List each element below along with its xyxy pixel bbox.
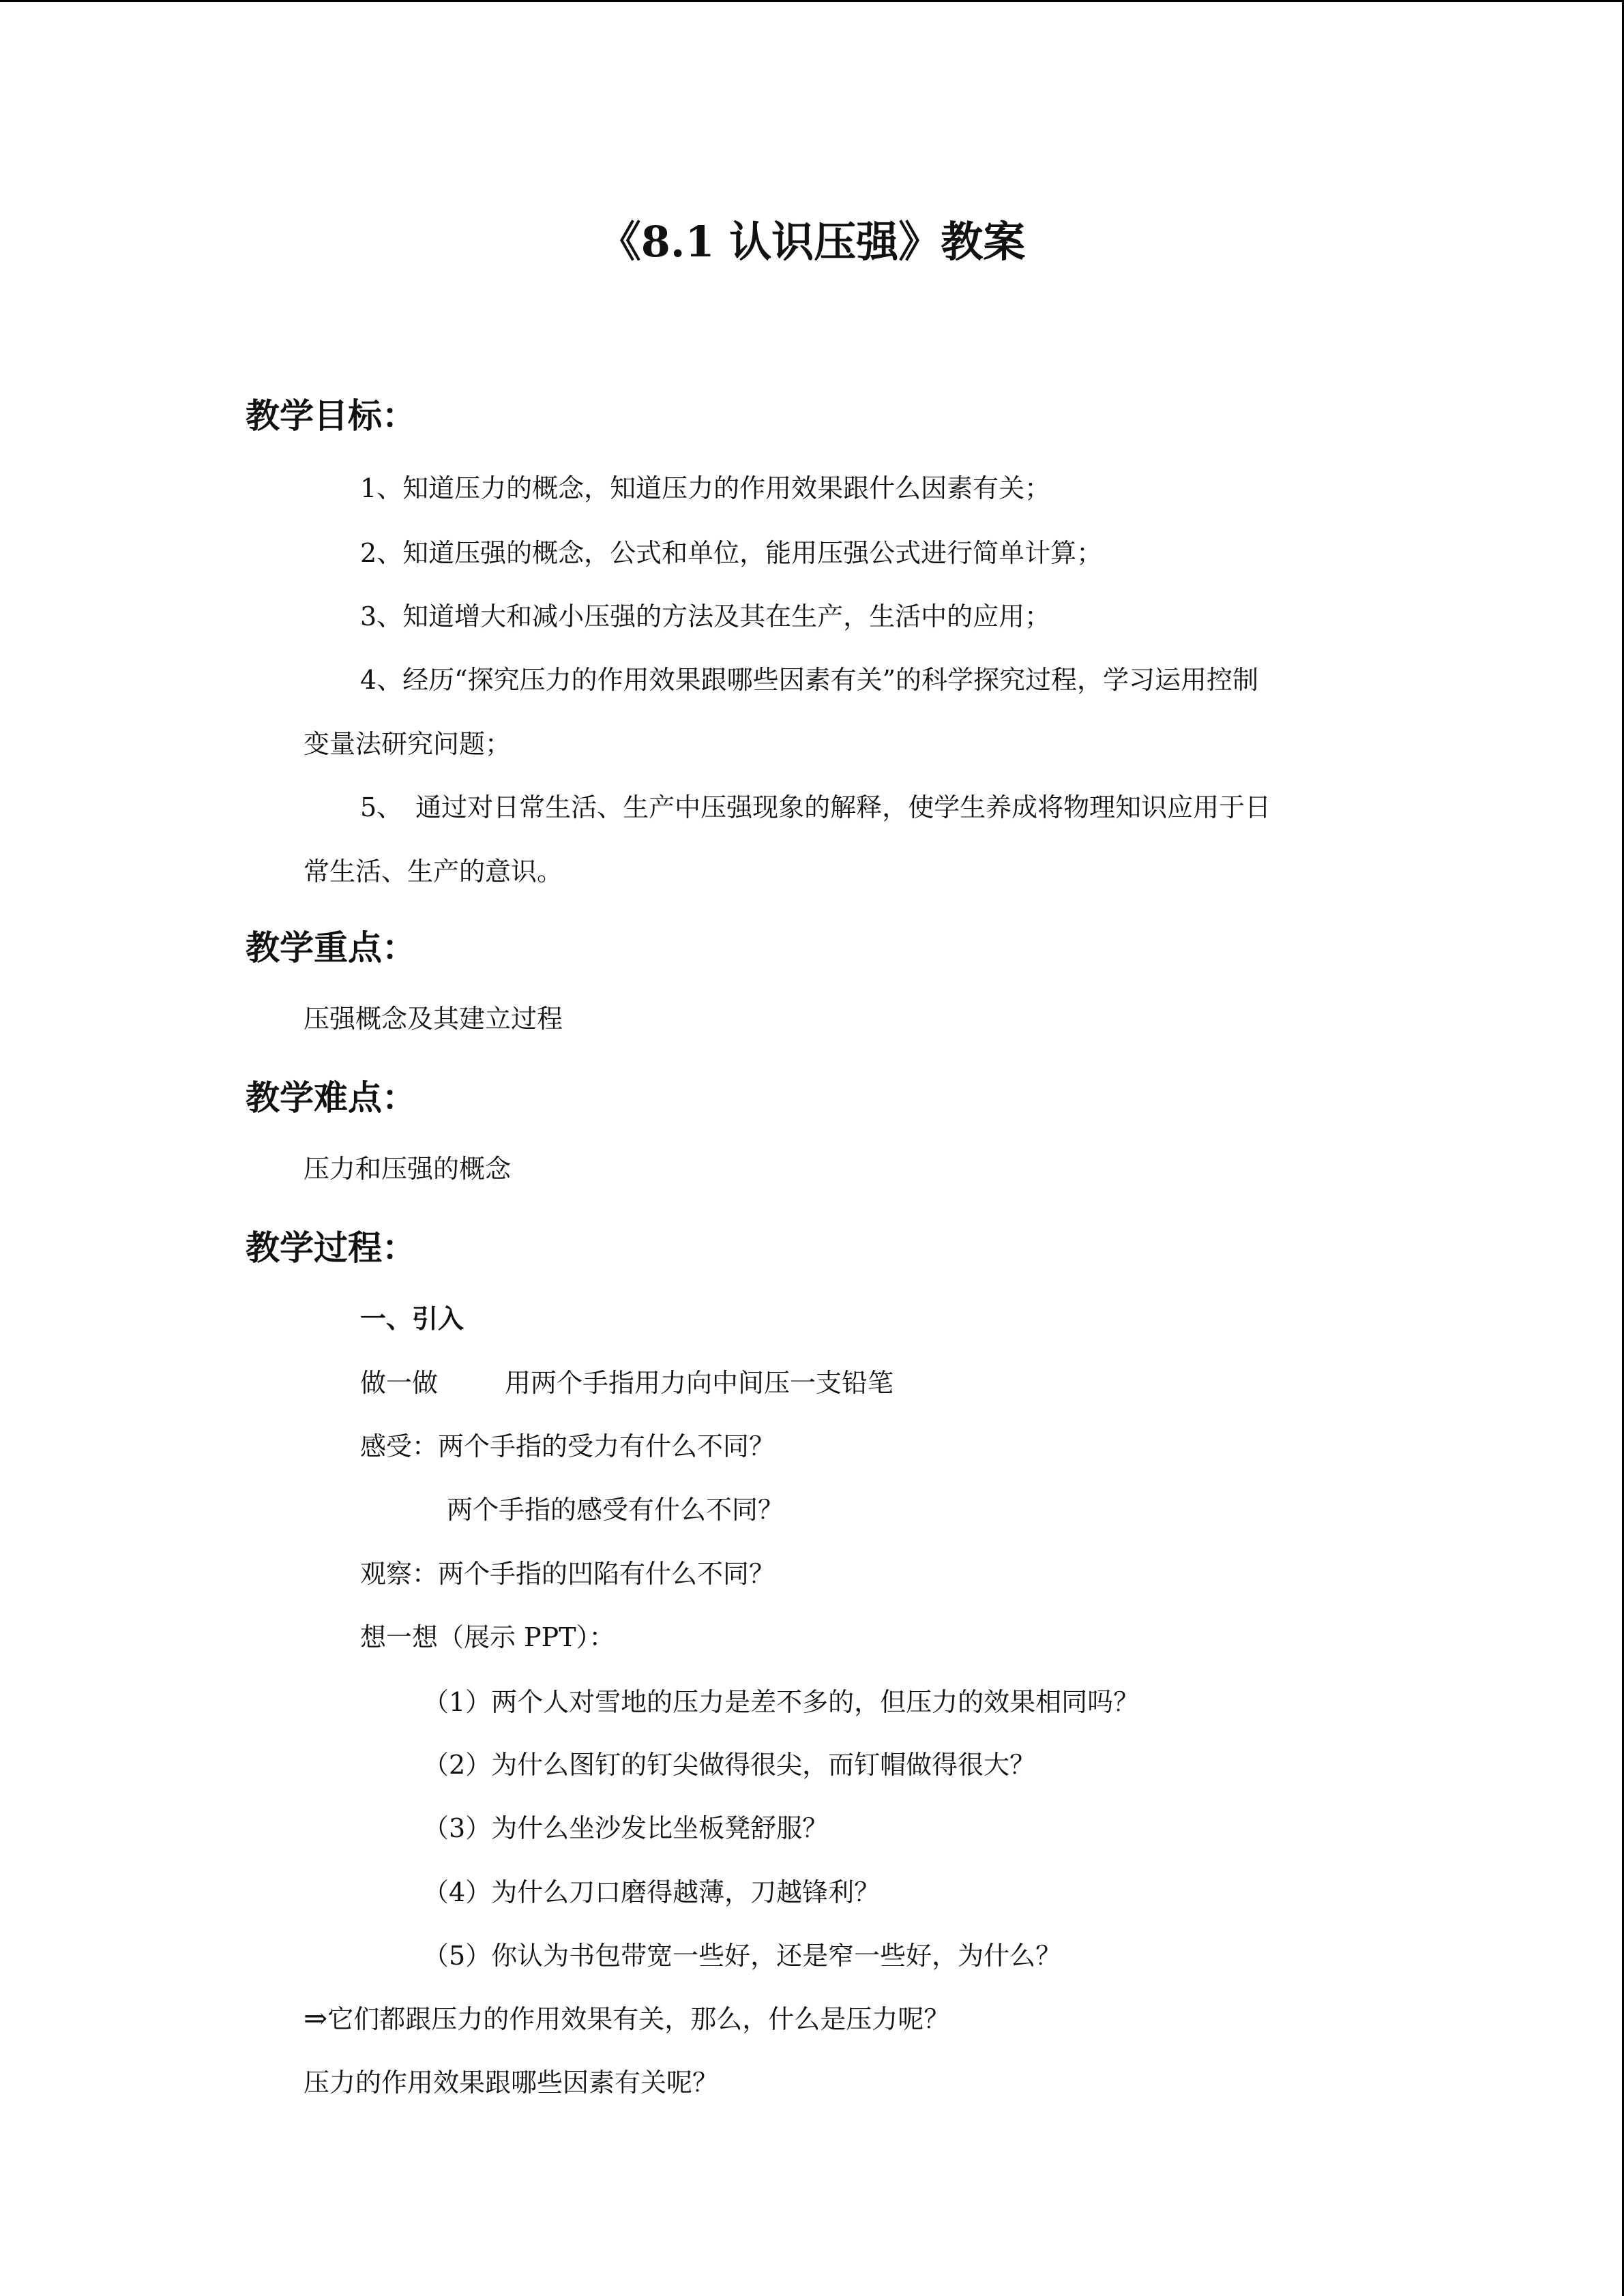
top-border-rule [0,0,1624,2]
process-intro: 一、引入 [360,1304,464,1334]
think-line: 想一想（展示 PPT）： [360,1622,615,1652]
heading-objectives: 教学目标： [246,396,416,436]
feel-line-2: 两个手指的感受有什么不同？ [447,1495,784,1525]
objective-item-3: 3、知道增大和减小压强的方法及其在生产，生活中的应用； [360,601,1051,631]
question-1: （1）两个人对雪地的压力是差不多的，但压力的效果相同吗？ [423,1687,1140,1717]
question-3: （3）为什么坐沙发比坐板凳舒服？ [423,1813,829,1843]
objective-item-1: 1、知道压力的概念，知道压力的作用效果跟什么因素有关； [360,473,1051,503]
objective-item-2: 2、知道压强的概念，公式和单位，能用压强公式进行简单计算； [360,538,1103,568]
conclusion-text-1: 它们都跟压力的作用效果有关，那么，什么是压力呢？ [327,2004,950,2034]
objective-item-5: 5、 通过对日常生活、生产中压强现象的解释，使学生养成将物理知识应用于日 [360,792,1271,822]
difficulties-text: 压力和压强的概念 [304,1154,512,1184]
question-2: （2）为什么图钉的钉尖做得很尖，而钉帽做得很大？ [423,1750,1036,1780]
conclusion-line-2: 压力的作用效果跟哪些因素有关呢？ [304,2068,719,2098]
question-4: （4）为什么刀口磨得越薄，刀越锋利？ [423,1877,881,1907]
do-label: 做一做 [360,1368,439,1398]
objective-item-4-cont: 变量法研究问题； [304,729,512,759]
feel-line-1: 感受：两个手指的受力有什么不同？ [360,1431,776,1461]
implies-arrow-icon: ⇒ [304,2001,328,2035]
heading-process: 教学过程： [246,1228,416,1268]
heading-key-points: 教学重点： [246,928,416,968]
document-title: 《8.1 认识压强》教案 [598,217,1026,267]
question-5: （5）你认为书包带宽一些好，还是窄一些好，为什么？ [423,1941,1062,1971]
objective-item-4: 4、经历“探究压力的作用效果跟哪些因素有关”的科学探究过程，学习运用控制 [360,665,1259,695]
objective-item-5-cont: 常生活、生产的意识。 [304,856,563,886]
observe-line: 观察：两个手指的凹陷有什么不同？ [360,1559,776,1589]
key-points-text: 压强概念及其建立过程 [304,1004,563,1034]
do-text: 用两个手指用力向中间压一支铅笔 [505,1368,894,1398]
heading-difficulties: 教学难点： [246,1078,416,1118]
conclusion-line-1 [304,1998,949,2036]
